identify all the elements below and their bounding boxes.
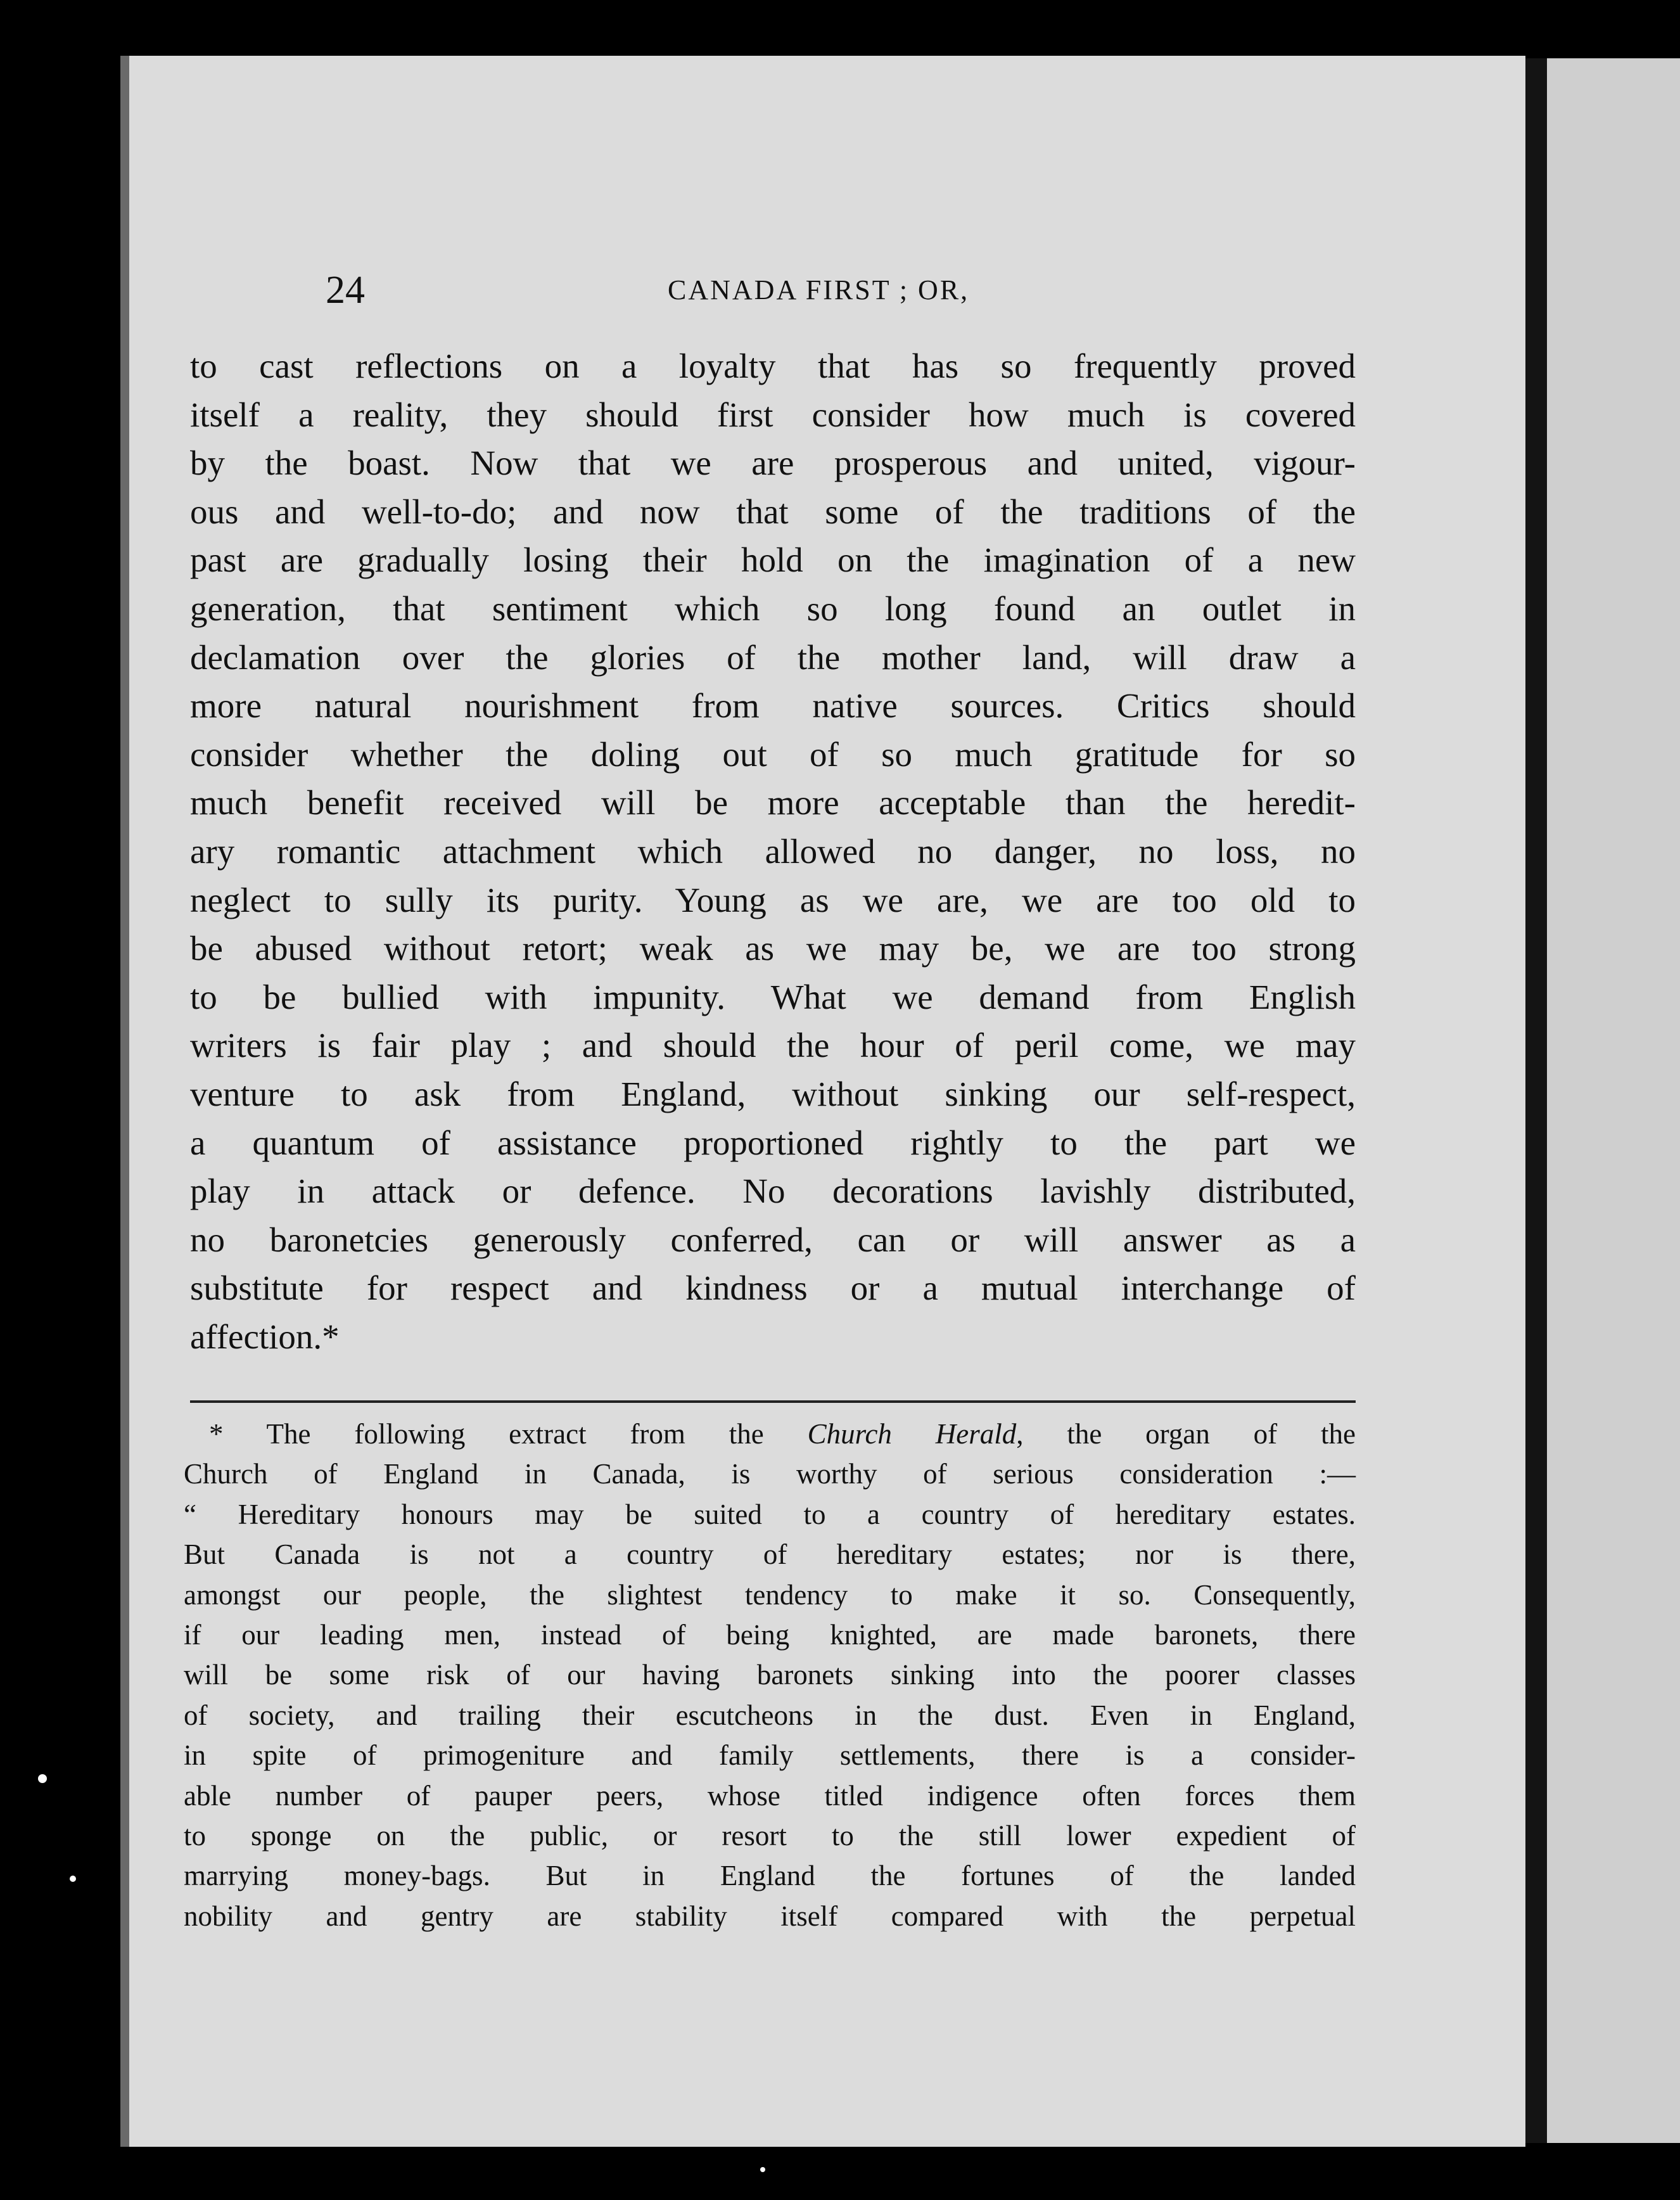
body-line: ary romantic attachment which allowed no danger, no loss, no	[190, 831, 1356, 871]
body-line: by the boast. Now that we are prosperous and united, vigour-	[190, 444, 1356, 483]
body-line: past are gradually losing their hold on the imagination of a new	[190, 540, 1356, 580]
body-line: no baronetcies generously conferred, can or will answer as a	[190, 1220, 1356, 1259]
footnote-text: , the organ of the	[1016, 1418, 1356, 1450]
body-line: substitute for respect and kindness or a mutual interchange of	[190, 1269, 1356, 1308]
footnote	[184, 1414, 1356, 1936]
footnote-line: But Canada is not a country of hereditary estates; nor is there,	[184, 1538, 1356, 1571]
footnote-line: amongst our people, the slightest tendency to make it so. Consequently,	[184, 1578, 1356, 1611]
footnote-line: “ Hereditary honours may be suited to a country of hereditary estates.	[184, 1498, 1356, 1530]
facing-page-edge	[1547, 58, 1680, 2143]
body-text	[190, 342, 1356, 1361]
page-header	[129, 265, 1525, 316]
body-line: consider whether the doling out of so much gratitude for so	[190, 734, 1356, 774]
scan-speck	[70, 1876, 76, 1882]
footnote-line: nobility and gentry are stability itself compared with the perpetual	[184, 1900, 1356, 1932]
body-line: ous and well-to-do; and now that some of the traditions of the	[190, 492, 1356, 531]
footnote-line: in spite of primogeniture and family settlements, there is a consider-	[184, 1739, 1356, 1772]
footnote-line: able number of pauper peers, whose titled indigence often forces them	[184, 1779, 1356, 1812]
body-line: declamation over the glories of the mother land, will draw a	[190, 637, 1356, 677]
body-line: to cast reflections on a loyalty that has so frequently proved	[190, 347, 1356, 385]
footnote-line: will be some risk of our having baronets sinking into the poorer classes	[184, 1659, 1356, 1691]
page-number: 24	[326, 269, 365, 312]
running-head: CANADA FIRST ; OR,	[668, 274, 970, 305]
body-line: venture to ask from England, without sinking our self-respect,	[190, 1074, 1356, 1113]
footnote-line: of society, and trailing their escutcheons in the dust. Even in England,	[184, 1699, 1356, 1731]
footnote-line: to sponge on the public, or resort to the still lower expedient of	[184, 1819, 1356, 1851]
body-line: much benefit received will be more acceptable than the heredit-	[190, 783, 1356, 822]
footnote-line	[184, 1414, 1356, 1454]
body-line: play in attack or defence. No decorations lavishly distributed,	[190, 1172, 1356, 1211]
scan-speck	[38, 1774, 47, 1783]
body-line: writers is fair play ; and should the hour of peril come, we may	[190, 1026, 1356, 1065]
body-line: more natural nourishment from native sources. Critics should	[190, 686, 1356, 726]
body-line: a quantum of assistance proportioned rightly to the part we	[190, 1123, 1356, 1162]
footnote-rule	[190, 1400, 1356, 1403]
body-line: generation, that sentiment which so long found an outlet in	[190, 589, 1356, 628]
page-gutter-shadow	[1525, 58, 1547, 2143]
scan-speck	[760, 2167, 765, 2172]
footnote-line: marrying money-bags. But in England the fortunes of the landed	[184, 1860, 1356, 1892]
body-line: affection.*	[190, 1317, 340, 1356]
footnote-text: * The following extract from the	[209, 1418, 808, 1450]
footnote-line: Church of England in Canada, is worthy of serious consideration :—	[184, 1458, 1356, 1490]
body-line: itself a reality, they should first consider how much is covered	[190, 395, 1356, 434]
footnote-line: if our leading men, instead of being knighted, are made baronets, there	[184, 1618, 1356, 1651]
body-line: be abused without retort; weak as we may be, we are too strong	[190, 929, 1356, 968]
footnote-publication-title: Church Herald	[807, 1418, 1017, 1450]
body-line: to be bullied with impunity. What we demand from English	[190, 977, 1356, 1016]
body-line: neglect to sully its purity. Young as we are, we are too old to	[190, 880, 1356, 919]
